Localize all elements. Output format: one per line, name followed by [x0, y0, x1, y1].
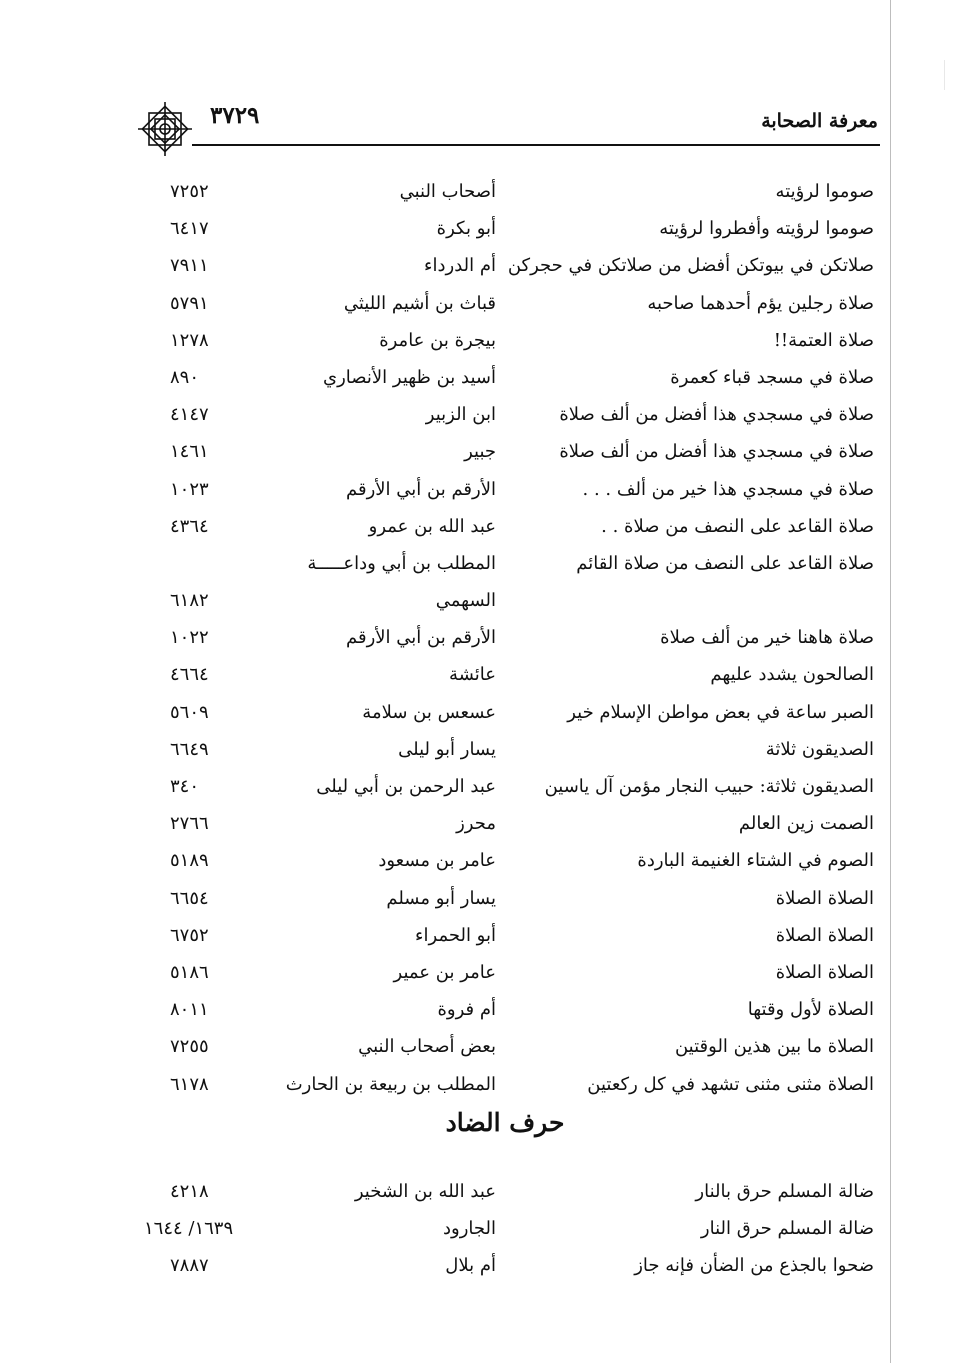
table-row	[130, 287, 880, 324]
table-row	[130, 1249, 880, 1286]
table-row	[130, 249, 880, 286]
hadith-number: ٦١٨٢	[170, 590, 209, 612]
table-row	[130, 584, 880, 621]
narrator-name: المطلب بن أبي وداعـــــة	[307, 552, 496, 574]
hadith-number: ٤٣٦٤	[170, 515, 209, 537]
hadith-text: صلاة هاهنا خير من ألف صلاة	[660, 627, 874, 649]
hadith-text: ضالة المسلم حرق النار	[700, 1218, 874, 1240]
narrator-name: بيجرة بن عامرة	[379, 329, 496, 351]
star-ornament-icon	[136, 100, 194, 158]
hadith-text: صلاة في مسجد قباء كعمرة	[670, 366, 874, 388]
narrator-name: أسيد بن ظهير الأنصاري	[323, 366, 496, 388]
hadith-number: ٤١٤٧	[170, 404, 209, 426]
table-row	[130, 1068, 880, 1105]
hadith-text: ضالة المسلم حرق بالنار	[695, 1181, 874, 1202]
table-row	[130, 1030, 880, 1067]
hadith-number: ٥٧٩١	[170, 292, 209, 314]
table-row	[130, 473, 880, 510]
narrator-name: عبد الله بن عمرو	[368, 515, 496, 537]
hadith-text: الصالحون يشدد عليهم	[710, 664, 874, 686]
table-row	[130, 324, 880, 361]
hadith-number: ٦٦٤٩	[170, 738, 209, 760]
hadith-text: الصديقون ثلاثة	[765, 738, 874, 760]
hadith-number: ٥٦٠٩	[170, 701, 209, 723]
narrator-name: عامر بن عمير	[393, 961, 496, 983]
table-row	[130, 658, 880, 695]
hadith-text: ضحوا بالجذع من الضأن فإنه جاز	[634, 1255, 874, 1277]
narrator-name: يسار أبو مسلم	[386, 887, 496, 909]
table-row	[130, 993, 880, 1030]
scan-mark	[944, 60, 945, 90]
narrator-name: يسار أبو ليلى	[398, 738, 496, 760]
table-row	[130, 844, 880, 881]
page-edge-line	[890, 0, 891, 1363]
table-row	[130, 770, 880, 807]
hadith-number: ٤٢١٨	[170, 1181, 209, 1202]
hadith-text: صلاة في مسجدي هذا أفضل من ألف صلاة	[559, 404, 874, 426]
hadith-number: ٧٢٥٢	[170, 181, 209, 202]
narrator-name: محرز	[456, 813, 496, 835]
narrator-name: الأرقم بن أبي الأرقم	[346, 478, 496, 500]
hadith-number: ١٤٦١	[170, 441, 209, 463]
narrator-name: جبير	[464, 441, 496, 463]
hadith-text: صلاة القاعد على النصف من صلاة . .	[601, 515, 874, 537]
hadith-text: الصمت زين العالم	[738, 813, 874, 835]
running-title: معرفة الصحابة	[761, 110, 878, 132]
table-row	[130, 733, 880, 770]
narrator-name: عامر بن مسعود	[378, 850, 496, 872]
page-number: ٣٧٢٩	[210, 102, 260, 129]
hadith-number: ٢٧٦٦	[170, 813, 209, 835]
narrator-name: المطلب بن ربيعة بن الحارث	[285, 1073, 496, 1095]
hadith-text: الصلاة مثنى مثنى تشهد في كل ركعتين	[587, 1073, 874, 1095]
hadith-text: صلاة العتمة!!	[773, 329, 874, 351]
narrator-name: أم الدرداء	[424, 255, 496, 277]
hadith-text: الصلاة الصلاة	[775, 961, 874, 983]
hadith-number: ٦٤١٧	[170, 218, 209, 240]
narrator-name: السهمي	[435, 590, 496, 612]
hadith-text: صوموا لرؤيته وأفطروا لرؤيته	[659, 218, 874, 240]
page-header	[130, 96, 880, 148]
section-heading: حرف الضاد	[445, 1108, 565, 1137]
narrator-name: أبو الحمراء	[415, 924, 496, 946]
narrator-name: عسعس بن سلامة	[362, 701, 496, 723]
hadith-index-table	[130, 175, 880, 1105]
table-row	[130, 212, 880, 249]
hadith-index-table-dad	[130, 1175, 880, 1287]
table-row	[130, 1175, 880, 1212]
table-row	[130, 361, 880, 398]
hadith-number: ٥١٨٩	[170, 850, 209, 872]
hadith-number: ٥١٨٦	[170, 961, 209, 983]
narrator-name: قباث بن أشيم الليثي	[343, 292, 496, 314]
hadith-text: الصبر ساعة في بعض مواطن الإسلام خير	[567, 701, 874, 723]
narrator-name: أم فروة	[437, 999, 496, 1021]
hadith-text: صلاتكن في بيوتكن أفضل من صلاتكن في حجركن	[507, 255, 874, 277]
table-row	[130, 621, 880, 658]
hadith-number: ١٢٧٨	[170, 329, 209, 351]
hadith-number: ٦٧٥٢	[170, 924, 209, 946]
table-row	[130, 882, 880, 919]
table-row	[130, 435, 880, 472]
hadith-text: صلاة القاعد على النصف من صلاة القائم	[576, 552, 874, 574]
table-row	[130, 696, 880, 733]
table-row	[130, 175, 880, 212]
hadith-number: ٦١٧٨	[170, 1073, 209, 1095]
hadith-text: الصلاة لأول وقتها	[747, 999, 874, 1021]
hadith-number: ٨٩٠	[170, 366, 200, 388]
hadith-number: ١٠٢٢	[170, 627, 209, 649]
narrator-name: عبد الرحمن بن أبي ليلى	[316, 776, 496, 797]
table-row	[130, 398, 880, 435]
hadith-text: الصلاة ما بين هذين الوقتين	[674, 1036, 874, 1058]
narrator-name: أم بلال	[445, 1255, 496, 1277]
hadith-text: الصلاة الصلاة	[775, 924, 874, 946]
hadith-text: صلاة رجلين يؤم أحدهما صاحبه	[647, 292, 874, 314]
hadith-number: ٧٢٥٥	[170, 1036, 209, 1058]
hadith-text: الصديقون ثلاثة: حبيب النجار مؤمن آل ياسين	[544, 776, 874, 797]
table-row	[130, 956, 880, 993]
header-rule	[192, 144, 880, 146]
hadith-number: ٣٤٠	[170, 776, 200, 797]
narrator-name: أبو بكرة	[436, 218, 496, 240]
hadith-number: ٦٦٥٤	[170, 887, 209, 909]
narrator-name: عبد الله بن الشخير	[354, 1181, 496, 1202]
hadith-text: صلاة في مسجدي هذا أفضل من ألف صلاة	[559, 441, 874, 463]
table-row	[130, 510, 880, 547]
narrator-name: بعض أصحاب النبي	[358, 1036, 496, 1058]
hadith-text: صوموا لرؤيته	[775, 181, 874, 202]
hadith-number: ٨٠١١	[170, 999, 209, 1021]
hadith-number: ١٦٣٩/ ١٦٤٤	[144, 1218, 234, 1240]
hadith-text: الصوم في الشتاء الغنيمة الباردة	[637, 850, 874, 872]
narrator-name: أصحاب النبي	[399, 181, 496, 202]
table-row	[130, 547, 880, 584]
table-row	[130, 1212, 880, 1249]
narrator-name: الجارود	[443, 1218, 496, 1240]
hadith-number: ١٠٢٣	[170, 478, 209, 500]
hadith-text: صلاة في مسجدي هذا خير من ألف . . .	[582, 478, 874, 500]
narrator-name: عائشة	[449, 664, 496, 686]
narrator-name: ابن الزبير	[425, 404, 496, 426]
hadith-number: ٤٦٦٤	[170, 664, 209, 686]
hadith-number: ٧٩١١	[170, 255, 209, 277]
table-row	[130, 807, 880, 844]
hadith-number: ٧٨٨٧	[170, 1255, 209, 1277]
hadith-text: الصلاة الصلاة	[775, 887, 874, 909]
narrator-name: الأرقم بن أبي الأرقم	[346, 627, 496, 649]
table-row	[130, 919, 880, 956]
